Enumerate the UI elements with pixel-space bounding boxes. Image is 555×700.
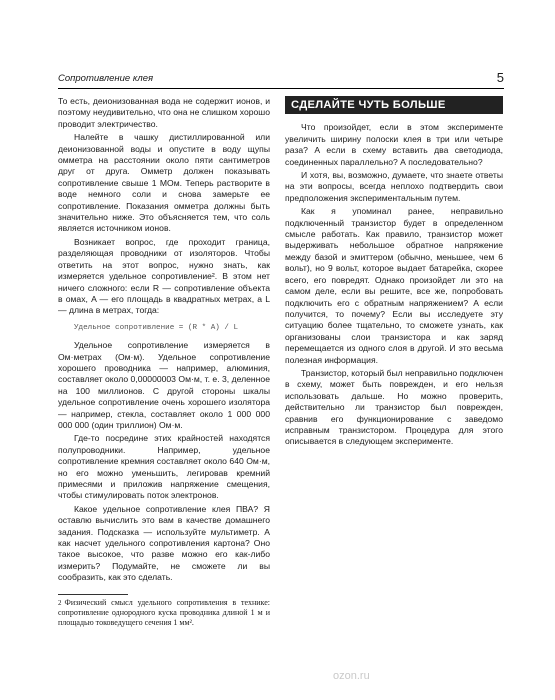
footnote-text: Физический смысл удельного сопротивления в технике: сопротивление однородного куска проводника длиной 1 м и площадью токоведущего сечения 1 мм². [58, 598, 270, 627]
ozon-watermark [333, 670, 370, 682]
paragraph: И хотя, вы, возможно, думаете, что знаете ответы на эти вопросы, всегда неплохо подтвердить свои предположения экспериментальным путем. [285, 170, 503, 203]
paragraph: Налейте в чашку дистиллированной или деионизованной воды и опустите в воду щупы омметра на расстоянии около пяти сантиметров друг от друга. Омметр должен показывать сопротивление свыше 1 МОм. Теперь растворите в воде немного соли и снова замерьте ее сопротивление. Показания омметра должны быть значительно ниже. Это объясняется тем, что соль является источником ионов. [58, 132, 270, 234]
page-header [58, 70, 504, 87]
resistivity-formula: Удельное сопротивление = (R * A) / L [74, 323, 239, 332]
paragraph: Какое удельное сопротивление клея ПВА? Я оставлю вычислить это вам в качестве домашнего задания. Подсказка — используйте мультиметр. А как насчет удельного сопротивления картона? Оно такое высокое, что разве можно его как-либо измерить? Подумайте, не сможете ли вы сообразить, как это сделать. [58, 503, 270, 583]
footnote-mark: 2 [58, 599, 62, 607]
right-column [285, 96, 503, 448]
header-rule [58, 88, 504, 89]
footnote-rule [58, 594, 128, 595]
page-number: 5 [496, 70, 504, 85]
section-heading: СДЕЛАЙТЕ ЧУТЬ БОЛЬШЕ [285, 96, 503, 114]
paragraph: Где-то посредине этих крайностей находятся полупроводники. Например, удельное сопротивление кремния составляет около 640 Ом·м, но его можно уменьшить, легировав кремний примесями и приложив напряжение смещения, чтобы стимулировать поток электронов. [58, 433, 270, 501]
paragraph: Как я упоминал ранее, неправильно подключенный транзистор будет в определенном смысле работать. Как правило, транзистор может выдерживать небольшое обратное напряжение между базой и эмиттером (обычно, меньшее, чем 6 вольт), но 9 вольт, которое выдает батарейка, скорее всего, его повредят. Однако произойдет ли это на самом деле, если вы решите, все же, попробовать подключить его с обратным напряжением? А если получится, то почему? Если вы исследуете эту ситуацию более тщательно, то сможете узнать, как организованы слои транзистора и как заряд перемещается из одного слоя в другой. И это весьма полезная информация. [285, 206, 503, 365]
paragraph: Что произойдет, если в этом эксперименте увеличить ширину полоски клея в три или четыре раза? А если в схему вставить два светодиода, соединенных параллельно? А последовательно? [285, 122, 503, 167]
paragraph: Возникает вопрос, где проходит граница, разделяющая проводники от изоляторов. Чтобы ответить на этот вопрос, нужно знать, как измеряется удельное сопротивление². В этом нет ничего сложного: если R — сопротивление объекта в омах, A — его площадь в квадратных метрах, а L — длина в метрах, тогда: [58, 236, 270, 316]
left-column [58, 96, 270, 584]
paragraph: То есть, деионизованная вода не содержит ионов, и поэтому неудивительно, что она не слишком хорошо проводит электричество. [58, 96, 270, 129]
watermark-brand: ozon [333, 670, 357, 682]
paragraph: Удельное сопротивление измеряется в Ом·метрах (Ом·м). Удельное сопротивление хорошего проводника — например, алюминия, составляет около 0,00000003 Ом·м, т. е. 3, деленное на 100 миллионов. С другой стороны шкалы удельное сопротивление очень хорошего изолятора — например, стекла, составляет около 1 000 000 000 000 (один триллион) Ом·м. [58, 340, 270, 430]
paragraph: Транзистор, который был неправильно подключен в схему, может быть поврежден, и его нельзя использовать дальше. Но можно проверить, действительно ли транзистор был поврежден, сравнив его функционирование с заведомо исправным транзистором. Процедура для этого описывается в следующем эксперименте. [285, 367, 503, 447]
watermark-suffix: .ru [356, 670, 370, 682]
footnote [58, 598, 270, 628]
running-title: Сопротивление клея [58, 73, 154, 84]
